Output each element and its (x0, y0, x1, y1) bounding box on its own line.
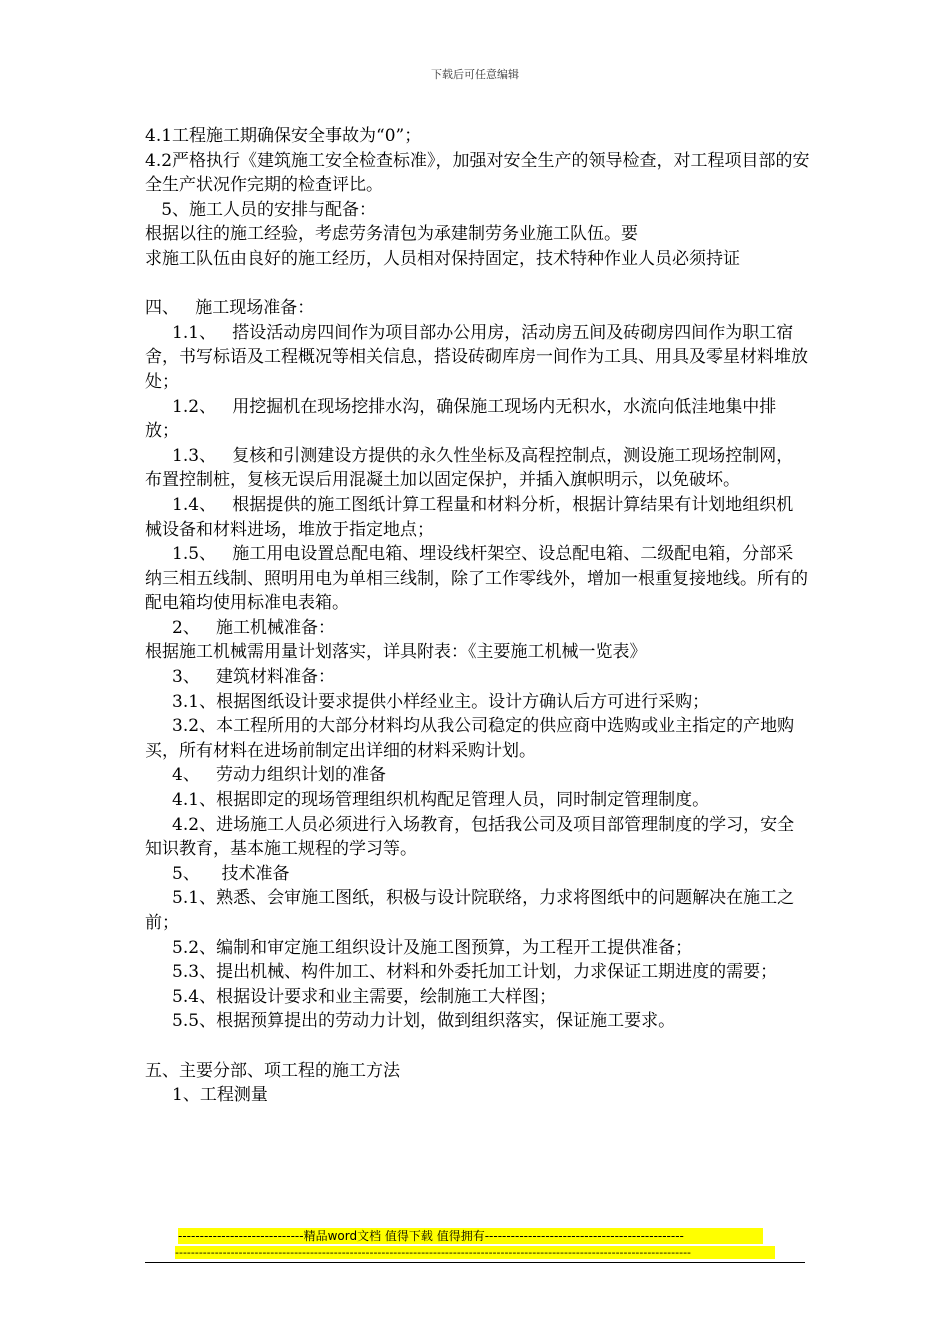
footer-banner: -----------------------------精品word文档 值得下载 值得拥有---------------------------------------------- (178, 1228, 763, 1244)
paragraph: 5.5、根据预算提出的劳动力计划，做到组织落实，保证施工要求。 (145, 1011, 676, 1032)
paragraph: 5.2、编制和审定施工组织设计及施工图预算，为工程开工提供准备； (145, 937, 693, 958)
paragraph: 1、工程测量 (145, 1085, 268, 1106)
paragraph: 3.1、根据图纸设计要求提供小样经业主。设计方确认后方可进行采购； (145, 691, 710, 712)
paragraph: 5、 技术准备 (145, 863, 290, 884)
paragraph: 2、 施工机械准备： (145, 617, 336, 638)
footer-dashes: ---------------------------------------------------------------------------------------------------------------------------------- (175, 1246, 775, 1259)
footer-divider (145, 1262, 805, 1263)
blank-line (145, 1034, 810, 1059)
paragraph: 5.1、熟悉、会审施工图纸，积极与设计院联络，力求将图纸中的问题解决在施工之前； (145, 888, 795, 933)
paragraph: 四、 施工现场准备： (145, 298, 315, 319)
paragraph: 五、主要分部、项工程的施工方法 (145, 1060, 400, 1081)
paragraph: 5.3、提出机械、构件加工、材料和外委托加工计划，力求保证工期进度的需要； (145, 962, 778, 983)
paragraph: 5、施工人员的安排与配备： (145, 199, 377, 220)
paragraph: 1.1、 搭设活动房四间作为项目部办公用房，活动房五间及砖砌房四间作为职工宿舍，书写标语及工程概况等相关信息，搭设砖砌库房一间作为工具、用具及零星材料堆放处； (145, 322, 808, 392)
paragraph: 1.3、 复核和引测建设方提供的永久性坐标及高程控制点，测设施工现场控制网，布置控制桩，复核无误后用混凝土加以固定保护，并插入旗帜明示，以免破坏。 (145, 445, 794, 491)
paragraph: 4.2严格执行《建筑施工安全检查标准》，加强对安全生产的领导检查，对工程项目部的安全生产状况作完期的检查评比。 (145, 150, 810, 196)
document-body (145, 124, 810, 1108)
paragraph: 3、 建筑材料准备： (145, 667, 336, 688)
paragraph: 根据以往的施工经验，考虑劳务清包为承建制劳务业施工队伍。要 (145, 224, 638, 245)
paragraph: 1.4、 根据提供的施工图纸计算工程量和材料分析，根据计算结果有计划地组织机械设备和材料进场，堆放于指定地点； (145, 494, 794, 540)
paragraph: 求施工队伍由良好的施工经历，人员相对保持固定，技术特种作业人员必须持证 (145, 248, 740, 269)
paragraph: 1.2、 用挖掘机在现场挖排水沟，确保施工现场内无积水，水流向低洼地集中排放； (145, 396, 777, 442)
paragraph: 3.2、本工程所用的大部分材料均从我公司稳定的供应商中选购或业主指定的产地购买，所有材料在进场前制定出详细的材料采购计划。 (145, 716, 795, 761)
paragraph: 4.1工程施工期确保安全事故为“0”； (145, 126, 422, 146)
paragraph: 4.2、进场施工人员必须进行入场教育，包括我公司及项目部管理制度的学习，安全知识教育，基本施工规程的学习等。 (145, 814, 795, 860)
paragraph: 1.5、 施工用电设置总配电箱、埋设线杆架空、设总配电箱、二级配电箱，分部采纳三相五线制、照明用电为单相三线制，除了工作零线外，增加一根重复接地线。所有的配电箱均使用标准电表箱。 (145, 544, 808, 614)
paragraph: 4.1、根据即定的现场管理组织机构配足管理人员，同时制定管理制度。 (145, 790, 710, 811)
paragraph: 根据施工机械需用量计划落实，详具附表：《主要施工机械一览表》 (145, 642, 647, 663)
blank-line (145, 272, 810, 297)
page-header: 下载后可任意编辑 (431, 68, 519, 81)
paragraph: 4、 劳动力组织计划的准备 (145, 765, 387, 786)
paragraph: 5.4、根据设计要求和业主需要，绘制施工大样图； (145, 986, 557, 1007)
